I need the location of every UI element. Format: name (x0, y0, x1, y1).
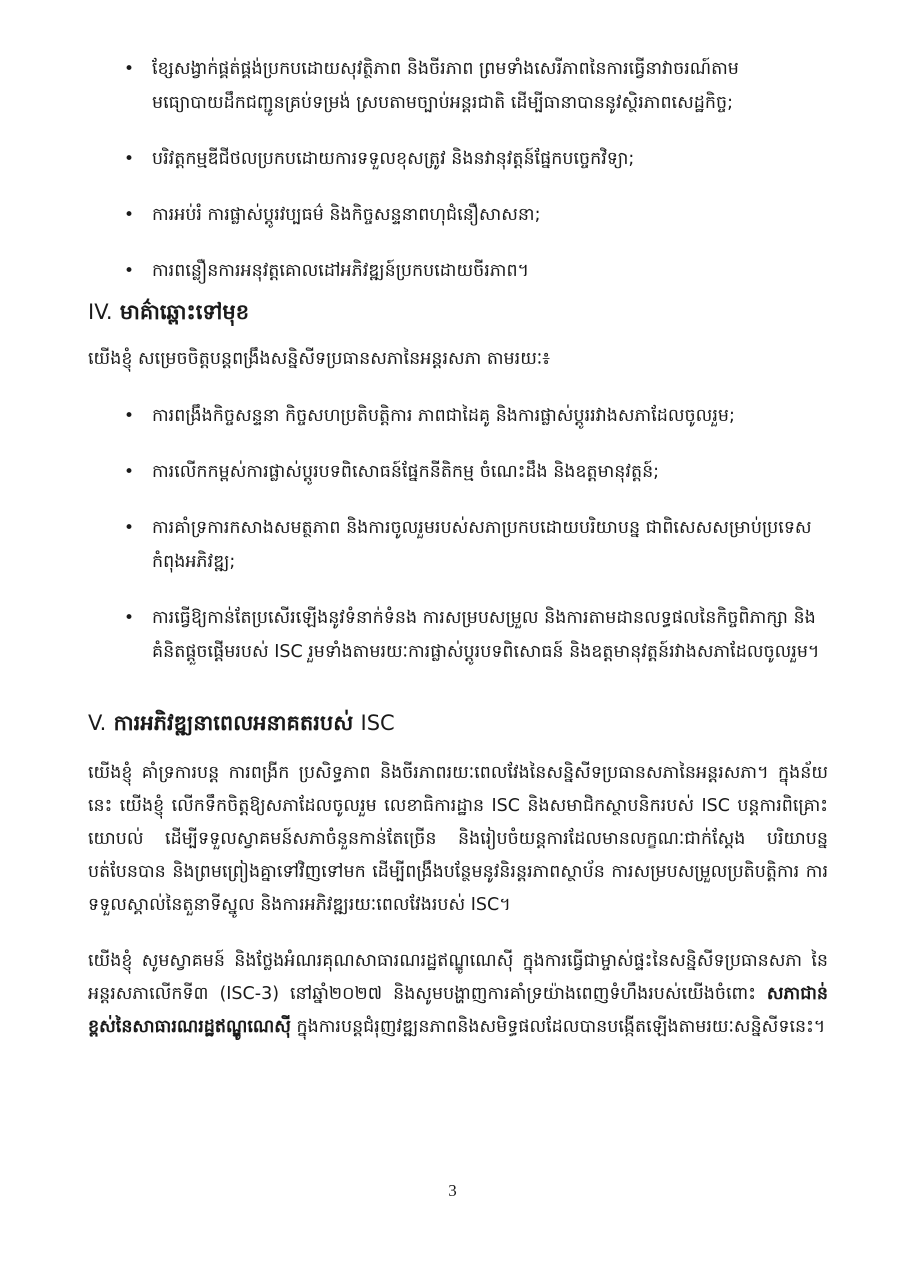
list-item-text: ការធ្វើឱ្យកាន់តែប្រសើរឡើងនូវទំនាក់ទំនង ការសម្របសម្រួល និងការតាមដានលទ្ធផលនៃកិច្ចពិភាក្សា និងគំនិតផ្តួចផ្តើមរបស់ ISC រួមទាំងតាមរយៈការផ្លាស់ប្តូរបទពិសោធន៍ និងឧត្តមានុវត្តន៍រវាងសភាដែលចូលរួម។ (152, 608, 820, 662)
section-heading-iv (88, 295, 828, 329)
bullet-dot: • (124, 518, 135, 538)
paragraph: យើងខ្ញុំ គាំទ្រការបន្ត ការពង្រីក ប្រសិទ្ធភាព និងចីរភាពរយៈពេលវែងនៃសន្និសីទប្រធានសភានៃអន្តរសភា។ ក្នុងន័យនេះ យើងខ្ញុំ លើកទឹកចិត្តឱ្យសភាដែលចូលរួម លេខាធិការដ្ឋាន ISC និងសមាជិកស្ថាបនិករបស់ ISC បន្តការពិគ្រោះយោបល់ ដើម្បីទទួលស្វាគមន៍សភាចំនួនកាន់តែច្រើន និងរៀបចំយន្តការដែលមានលក្ខណៈជាក់ស្តែង បរិយាបន្ន បត់បែនបាន និងព្រមព្រៀងគ្នាទៅវិញទៅមក ដើម្បីពង្រឹងបន្ថែមនូវនិរន្តរភាពស្ថាប័ន ការសម្របសម្រួលប្រតិបត្តិការ ការទទួលស្គាល់នៃតួនាទីស្នូល និងការអភិវឌ្ឍរយៈពេលវែងរបស់ ISC។ (88, 763, 828, 915)
list-item-text: បរិវត្តកម្មឌីជីថលប្រកបដោយការទទួលខុសត្រូវ និងនវានុវត្តន៍ផ្នែកបច្ចេកវិទ្យា; (152, 149, 635, 169)
list-item (0, 511, 905, 579)
bullet-dot: • (124, 149, 135, 169)
section-title: មាគ៌ាឆ្ពោះទៅមុខ (119, 300, 250, 324)
list-item-text: ការពន្លឿនការអនុវត្តគោលដៅអភិវឌ្ឍន៍ប្រកបដោយចីរភាព។ (152, 261, 530, 281)
list-item-text: ខ្សែសង្វាក់ផ្គត់ផ្គង់ប្រកបដោយសុវត្ថិភាព និងចីរភាព ព្រមទាំងសេរីភាពនៃការធ្វើនាវាចរណ៍តាមមធ្យោបាយដឹកជញ្ជូនគ្រប់ទម្រង់ ស្របតាមច្បាប់អន្តរជាតិ ដើម្បីធានាបាននូវស្ថិរភាពសេដ្ឋកិច្ច; (152, 59, 739, 113)
paragraph (88, 945, 828, 1044)
list-item-text: ការគាំទ្រការកសាងសមត្ថភាព និងការចូលរួមរបស់សភាប្រកបដោយបរិយាបន្ន ជាពិសេសសម្រាប់ប្រទេសកំពុងអភិវឌ្ឍ; (152, 518, 812, 572)
section-number: IV. (88, 300, 113, 324)
bullet-dot: • (124, 261, 135, 281)
section-number: V. (88, 711, 107, 735)
section-title-suffix: ISC (360, 711, 395, 735)
bullet-dot: • (124, 59, 135, 79)
emphasized-text: សភាជាន់ខ្ពស់នៃសាធារណរដ្ឋឥណ្ឌូណេស៊ី (88, 984, 828, 1037)
list-item (0, 142, 905, 176)
section-heading-v (88, 706, 828, 740)
paragraph-text: ក្នុងការបន្តជំរុញវឌ្ឍនភាពនិងសមិទ្ធផលដែលបានបង្កើតឡើងតាមរយៈសន្និសីទនេះ។ (296, 1017, 826, 1037)
list-item (0, 198, 905, 232)
priorities-list (0, 52, 905, 288)
section-title: ការអភិវឌ្ឍនាពេលអនាគតរបស់ (113, 711, 354, 735)
list-item-text: ការអប់រំ ការផ្លាស់ប្តូរវប្បធម៌ និងកិច្ចសន្ទនាពហុជំនឿសាសនា; (152, 205, 541, 225)
bullet-dot: • (124, 205, 135, 225)
list-item (0, 52, 905, 120)
commitments-list (0, 399, 905, 703)
bullet-dot: • (124, 608, 135, 628)
section-intro: យើងខ្ញុំ សម្រេចចិត្តបន្តពង្រឹងសន្និសីទប្រធានសភានៃអន្តរសភា តាមរយៈ៖ (88, 349, 550, 369)
list-item (0, 601, 905, 703)
list-item-text: ការលើកកម្ពស់ការផ្លាស់ប្តូរបទពិសោធន៍ផ្នែកនីតិកម្ម ចំណេះដឹង និងឧត្តមានុវត្តន៍; (152, 462, 660, 482)
bullet-dot: • (124, 406, 135, 426)
list-item-text: ការពង្រឹងកិច្ចសន្ទនា កិច្ចសហប្រតិបត្តិការ ភាពជាដៃគូ និងការផ្លាស់ប្តូររវាងសភាដែលចូលរួម; (152, 406, 735, 426)
list-item (0, 399, 905, 433)
page-number: 3 (448, 1181, 457, 1200)
list-item (0, 455, 905, 489)
bullet-dot: • (124, 462, 135, 482)
list-item (0, 254, 905, 288)
paragraph-text: យើងខ្ញុំ សូមស្វាគមន៍ និងថ្លែងអំណរគុណសាធារណរដ្ឋឥណ្ឌូណេស៊ី ក្នុងការធ្វើជាម្ចាស់ផ្ទះនៃសន្និសីទប្រធានសភា នៃអន្តរសភាលើកទី៣ (ISC-3) នៅឆ្នាំ២០២៧ និងសូមបង្ហាញការគាំទ្រយ៉ាងពេញទំហឹងរបស់យើងចំពោះ (88, 951, 828, 1004)
